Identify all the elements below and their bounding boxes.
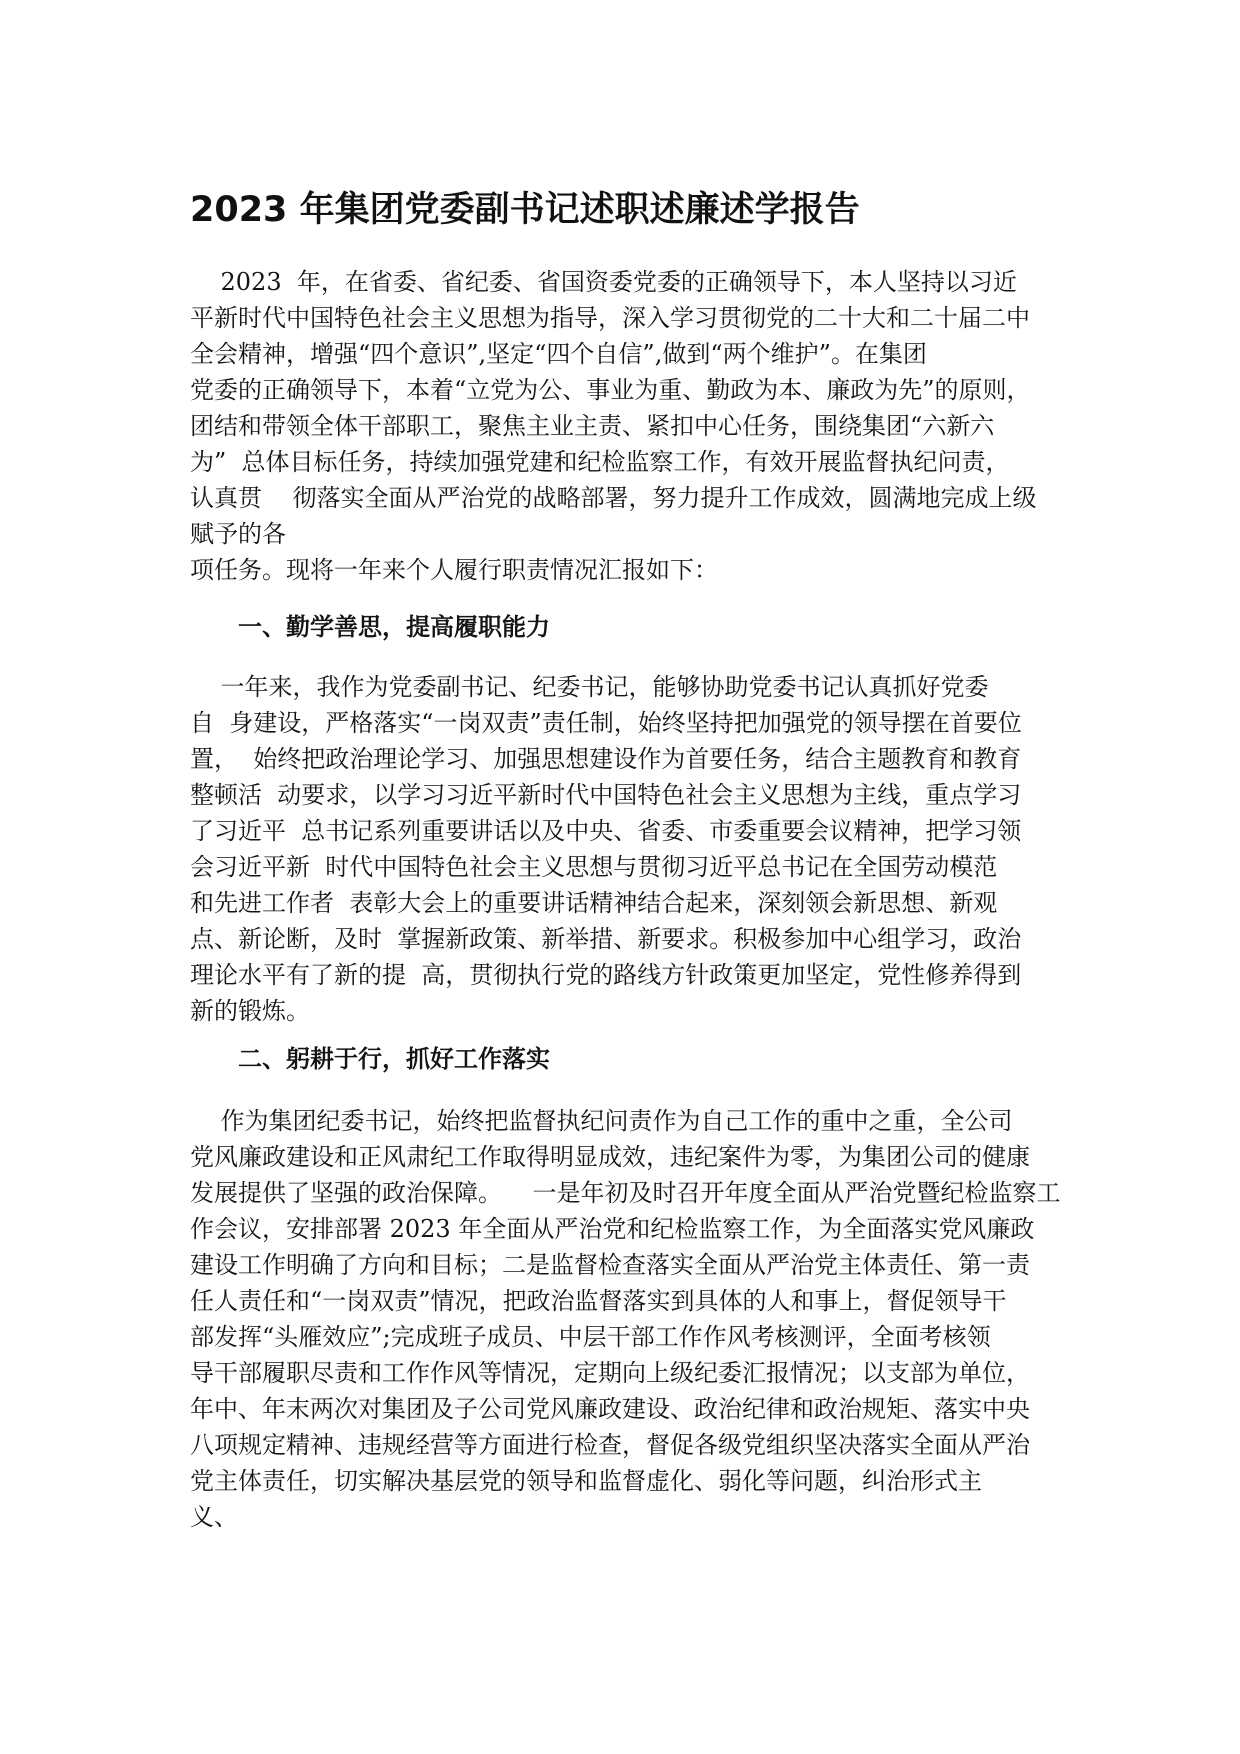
- text-line: 发展提供了坚强的政治保障。 一是年初及时召开年度全面从严治党暨纪检监察工: [190, 1179, 1061, 1207]
- text-line: 建设工作明确了方向和目标；二是监督检查落实全面从严治党主体责任、第一责: [190, 1251, 1030, 1279]
- text-line: 认真贯 彻落实全面从严治党的战略部署，努力提升工作成效，圆满地完成上级: [190, 484, 1037, 512]
- text-line: 部发挥“头雁效应”;完成班子成员、中层干部工作作风考核测评，全面考核领: [190, 1323, 991, 1351]
- text-line: 作会议，安排部署 2023 年全面从严治党和纪检监察工作，为全面落实党风廉政: [190, 1215, 1035, 1243]
- text-line: 置， 始终把政治理论学习、加强思想建设作为首要任务，结合主题教育和教育: [190, 745, 1022, 773]
- text-line: 点、新论断，及时 掌握新政策、新举措、新要求。积极参加中心组学习，政治: [190, 925, 1022, 953]
- text-line: 自 身建设，严格落实“一岗双责”责任制，始终坚持把加强党的领导摆在首要位: [190, 709, 1022, 737]
- text-line: 党风廉政建设和正风肃纪工作取得明显成效，违纪案件为零，为集团公司的健康: [190, 1143, 1030, 1171]
- paragraph-work: [190, 1103, 1070, 1535]
- document-title: 2023 年集团党委副书记述职述廉述学报告: [190, 190, 860, 230]
- text-line: 2023 年，在省委、省纪委、省国资委党委的正确领导下，本人坚持以习近: [190, 268, 1017, 296]
- text-line: 任人责任和“一岗双责”情况，把政治监督落实到具体的人和事上，督促领导干: [190, 1287, 1007, 1315]
- text-line: 和先进工作者 表彰大会上的重要讲话精神结合起来，深刻领会新思想、新观: [190, 889, 998, 917]
- text-line: 党主体责任，切实解决基层党的领导和监督虚化、弱化等问题，纠治形式主: [190, 1467, 982, 1495]
- text-line: 导干部履职尽责和工作作风等情况，定期向上级纪委汇报情况；以支部为单位，: [190, 1359, 1030, 1387]
- text-line: 整顿活 动要求，以学习习近平新时代中国特色社会主义思想为主线，重点学习: [190, 781, 1022, 809]
- text-line: 赋予的各: [190, 520, 286, 548]
- text-line: 为” 总体目标任务，持续加强党建和纪检监察工作，有效开展监督执纪问责，: [190, 448, 1010, 476]
- text-line: 会习近平新 时代中国特色社会主义思想与贯彻习近平总书记在全国劳动模范: [190, 853, 998, 881]
- text-line: 八项规定精神、违规经营等方面进行检查，督促各级党组织坚决落实全面从严治: [190, 1431, 1030, 1459]
- paragraph-study: [190, 669, 1070, 1029]
- text-line: 一年来，我作为党委副书记、纪委书记，能够协助党委书记认真抓好党委: [190, 673, 989, 701]
- text-line: 平新时代中国特色社会主义思想为指导，深入学习贯彻党的二十大和二十届二中: [190, 304, 1030, 332]
- text-line: 义、: [190, 1503, 238, 1531]
- text-line: 年中、年末两次对集团及子公司党风廉政建设、政治纪律和政治规矩、落实中央: [190, 1395, 1030, 1423]
- text-line: 作为集团纪委书记，始终把监督执纪问责作为自己工作的重中之重，全公司: [190, 1107, 1013, 1135]
- text-line: 理论水平有了新的提 高，贯彻执行党的路线方针政策更加坚定，党性修养得到: [190, 961, 1022, 989]
- section-heading-2: 二、躬耕于行，抓好工作落实: [238, 1045, 550, 1073]
- paragraph-intro: [190, 264, 1070, 588]
- text-line: 团结和带领全体干部职工，聚焦主业主责、紧扣中心任务，围绕集团“六新六: [190, 412, 995, 440]
- text-line: 了习近平 总书记系列重要讲话以及中央、省委、市委重要会议精神，把学习领: [190, 817, 1022, 845]
- section-heading-1: 一、勤学善思，提高履职能力: [238, 613, 550, 641]
- text-line: 全会精神，增强“四个意识”,坚定“四个自信”,做到“两个维护”。在集团: [190, 340, 927, 368]
- text-line: 新的锻炼。: [190, 997, 310, 1025]
- text-line: 党委的正确领导下，本着“立党为公、事业为重、勤政为本、廉政为先”的原则，: [190, 376, 1031, 404]
- text-line: 项任务。现将一年来个人履行职责情况汇报如下：: [190, 556, 718, 584]
